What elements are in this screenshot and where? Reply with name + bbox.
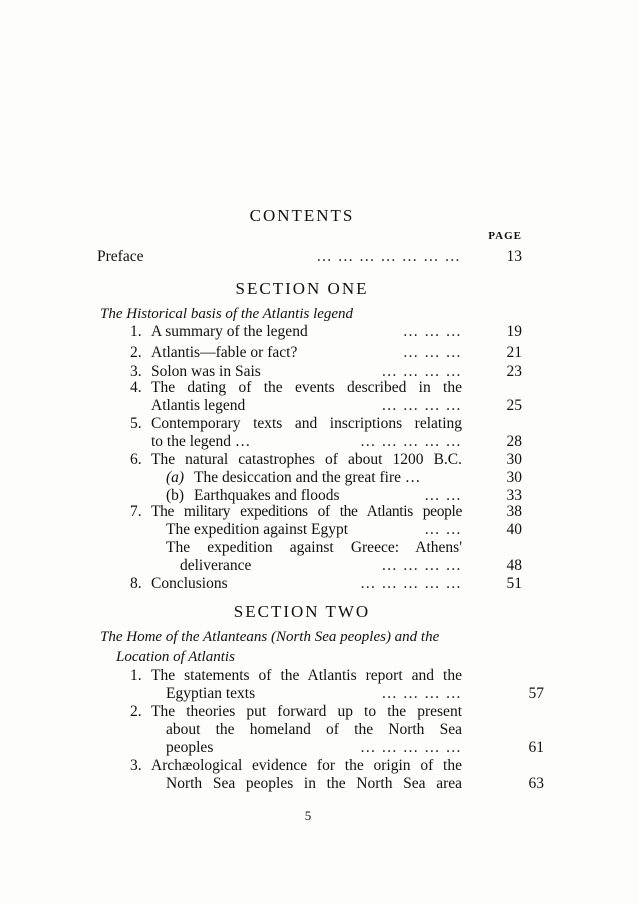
- entry-title-cont: to the legend …: [151, 433, 251, 450]
- toc-page-number: 33: [506, 487, 522, 504]
- leader-dots: … … …: [402, 344, 462, 361]
- toc-page-number: 38: [506, 503, 522, 520]
- toc-page-number: 30: [506, 451, 522, 468]
- entry-title-cont: deliverance: [180, 557, 252, 574]
- toc-entry-continuation: [166, 739, 544, 757]
- entry-number: 4.: [130, 379, 142, 396]
- section-one-heading: SECTION ONE: [235, 279, 369, 298]
- toc-entry: [130, 703, 462, 721]
- entry-title-cont: peoples: [166, 739, 214, 756]
- entry-number: 8.: [130, 575, 142, 592]
- toc-entry-continuation: [151, 397, 522, 415]
- entry-title-cont: about the homeland of the North Sea: [166, 721, 462, 738]
- entry-title: The natural catastrophes of about 1200 B.C.: [151, 451, 462, 468]
- entry-title: Solon was in Sais: [151, 363, 261, 380]
- entry-title: A summary of the legend: [151, 323, 308, 340]
- toc-subentry: [166, 521, 522, 539]
- entry-title: The statements of the Atlantis report and the: [151, 667, 462, 684]
- entry-title: The expedition against Greece: Athens': [166, 539, 462, 556]
- leader-dots: … … … … … … …: [316, 248, 461, 265]
- toc-page-number: 51: [506, 575, 522, 592]
- section-two-heading: SECTION TWO: [233, 602, 371, 621]
- toc-page-number: 25: [506, 397, 522, 414]
- toc-page-number: 40: [506, 521, 522, 538]
- toc-entry: [130, 575, 522, 593]
- toc-entry-continuation: [166, 685, 544, 703]
- toc-entry: [130, 451, 522, 469]
- subentry-label: (a): [166, 469, 185, 486]
- section-two-subtitle: [100, 627, 520, 667]
- entry-number: 2.: [130, 703, 142, 720]
- toc-page-number: 19: [506, 323, 522, 340]
- contents-heading: CONTENTS: [249, 206, 355, 225]
- entry-title-cont: Atlantis legend: [151, 397, 246, 414]
- subentry-label: (b): [166, 487, 185, 504]
- leader-dots: … …: [424, 521, 462, 538]
- toc-entry: [130, 503, 522, 521]
- toc-entry: [130, 323, 522, 341]
- section-one-subtitle: The Historical basis of the Atlantis legend: [100, 306, 354, 322]
- entry-number: 5.: [130, 415, 142, 432]
- entry-title: Archæological evidence for the origin of the: [151, 757, 462, 774]
- entry-title: Earthquakes and floods: [194, 487, 340, 504]
- toc-entry-continuation: [166, 721, 462, 739]
- page-folio: 5: [304, 808, 312, 823]
- toc-page-number: 23: [506, 363, 522, 380]
- subtitle-line: The Home of the Atlanteans (North Sea peoples) and the: [100, 629, 440, 645]
- leader-dots: … …: [424, 487, 462, 504]
- entry-number: 6.: [130, 451, 142, 468]
- entry-title: Conclusions: [151, 575, 228, 592]
- leader-dots: … … …: [402, 323, 462, 340]
- toc-page-number: 48: [506, 557, 522, 574]
- entry-title-cont: North Sea peoples in the North Sea area: [166, 775, 462, 792]
- entry-title: The dating of the events described in the: [151, 379, 462, 396]
- leader-dots: … … … …: [381, 557, 462, 574]
- toc-page-number: 63: [528, 775, 544, 792]
- toc-page-number: 21: [506, 344, 522, 361]
- entry-title: The desiccation and the great fire …: [194, 469, 421, 486]
- subtitle-line: Location of Atlantis: [116, 649, 235, 665]
- toc-page-number: 61: [528, 739, 544, 756]
- toc-page-number: 30: [506, 469, 522, 486]
- entry-title-cont: Egyptian texts: [166, 685, 256, 702]
- entry-number: 1.: [130, 323, 142, 340]
- entry-title: The expedition against Egypt: [166, 521, 349, 538]
- toc-entry-preface: [97, 248, 522, 266]
- leader-dots: … … … …: [381, 397, 462, 414]
- entry-title: The theories put forward up to the present: [151, 703, 462, 720]
- toc-page-number: 28: [506, 433, 522, 450]
- leader-dots: … … … …: [381, 363, 462, 380]
- entry-title: Contemporary texts and inscriptions relating: [151, 415, 462, 432]
- toc-subentry: [166, 539, 462, 557]
- page-column-label: PAGE: [488, 230, 522, 242]
- toc-page-number: 57: [528, 685, 544, 702]
- toc-entry-continuation: [151, 433, 522, 451]
- entry-number: 3.: [130, 363, 142, 380]
- leader-dots: … … … …: [381, 685, 462, 702]
- entry-number: 3.: [130, 757, 142, 774]
- toc-entry-continuation: [180, 557, 522, 575]
- entry-number: 1.: [130, 667, 142, 684]
- entry-number: 2.: [130, 344, 142, 361]
- toc-page-number: 13: [506, 248, 522, 265]
- toc-subentry: [166, 469, 522, 487]
- entry-title: Atlantis—fable or fact?: [151, 344, 298, 361]
- toc-entry-continuation: [166, 775, 544, 793]
- leader-dots: … … … … …: [360, 433, 462, 450]
- leader-dots: … … … … …: [360, 739, 462, 756]
- leader-dots: … … … … …: [360, 575, 462, 592]
- entry-number: 7.: [130, 503, 142, 520]
- toc-entry-label: Preface: [97, 248, 144, 265]
- toc-entry: [130, 379, 462, 397]
- toc-entry: [130, 415, 462, 433]
- toc-entry: [130, 757, 462, 775]
- entry-title: The military expeditions of the Atlantis people: [151, 503, 462, 520]
- toc-entry: [130, 344, 522, 362]
- toc-entry: [130, 667, 462, 685]
